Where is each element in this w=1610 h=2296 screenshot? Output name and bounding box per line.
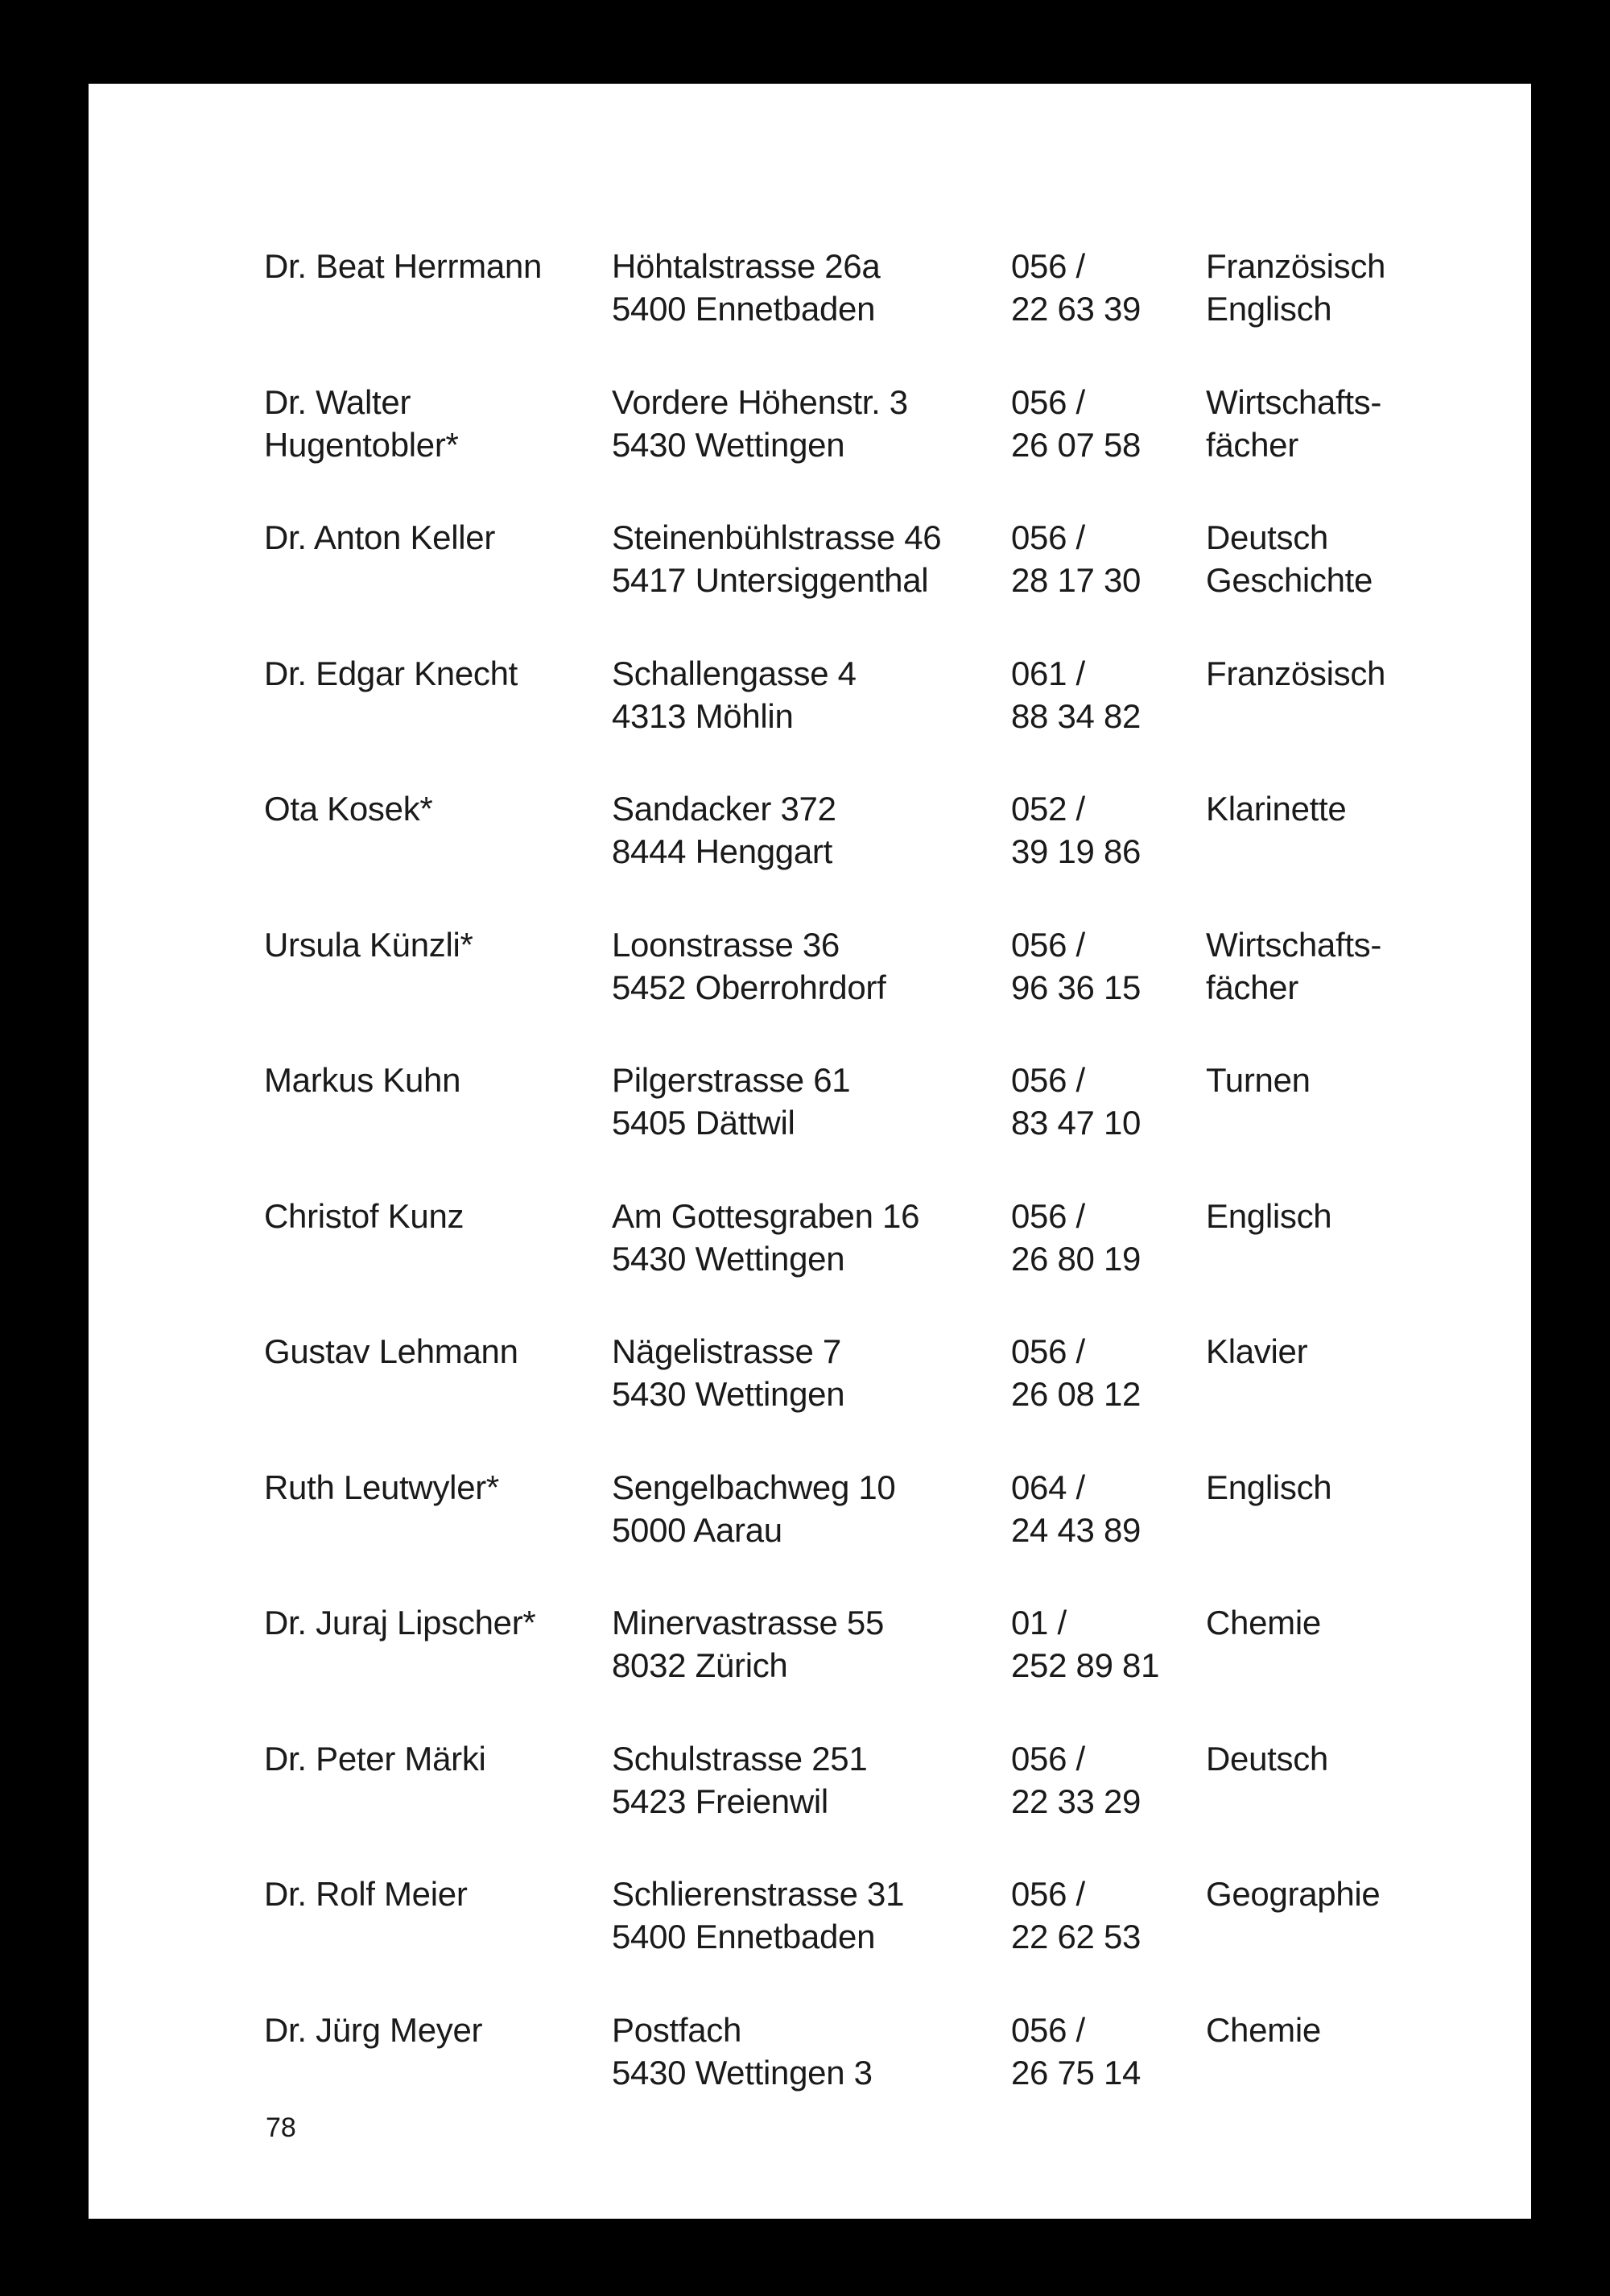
- teacher-subjects-line: Französisch: [1206, 654, 1386, 692]
- teacher-phone-line: 26 80 19: [1011, 1239, 1141, 1278]
- teacher-address-line: 5430 Wettingen: [612, 1239, 845, 1278]
- teacher-address-line: Vordere Höhenstr. 3: [612, 382, 908, 421]
- teacher-phone-line: 22 63 39: [1011, 290, 1141, 328]
- teacher-phone-line: 24 43 89: [1011, 1510, 1141, 1549]
- teacher-phone-line: 056 /: [1011, 247, 1085, 285]
- teacher-subjects-line: Wirtschafts-: [1206, 925, 1382, 964]
- teacher-name-line: Ursula Künzli*: [264, 925, 473, 964]
- teacher-phone-line: 22 62 53: [1011, 1918, 1141, 1955]
- teacher-address: [612, 1466, 896, 1551]
- teacher-phone-line: 056 /: [1011, 382, 1085, 421]
- teacher-subjects-line: Englisch: [1206, 1196, 1332, 1235]
- teacher-name: [264, 381, 459, 466]
- teacher-address-line: Loonstrasse 36: [612, 925, 840, 964]
- teacher-phone-line: 056 /: [1011, 518, 1085, 556]
- teacher-name-line: Christof Kunz: [264, 1196, 464, 1235]
- teacher-address-line: 5430 Wettingen 3: [612, 2053, 873, 2092]
- teacher-phone-line: 252 89 81: [1011, 1646, 1160, 1684]
- teacher-phone-line: 83 47 10: [1011, 1104, 1141, 1142]
- teacher-name-line: Dr. Anton Keller: [264, 518, 496, 556]
- teacher-address-line: Sandacker 372: [612, 790, 836, 828]
- teacher-subjects-line: Geographie: [1206, 1875, 1381, 1913]
- teacher-subjects-line: Französisch: [1206, 247, 1386, 285]
- teacher-subjects-line: Geschichte: [1206, 561, 1373, 599]
- teacher-name: [264, 1873, 468, 1915]
- directory-entry: [264, 1059, 1520, 1147]
- teacher-name-line: Dr. Beat Herrmann: [264, 247, 543, 285]
- teacher-phone-line: 26 75 14: [1011, 2053, 1141, 2092]
- teacher-address: [612, 787, 836, 873]
- directory-entry: [264, 652, 1520, 741]
- teacher-address-line: 5430 Wettingen: [612, 1375, 845, 1413]
- teacher-address-line: 8444 Henggart: [612, 832, 832, 870]
- teacher-address-line: Schlierenstrasse 31: [612, 1875, 905, 1913]
- teacher-address-line: 5000 Aarau: [612, 1510, 782, 1549]
- teacher-name: [264, 652, 518, 695]
- teacher-phone-line: 056 /: [1011, 1739, 1085, 1778]
- teacher-subjects-line: Deutsch: [1206, 518, 1328, 556]
- directory-entry: [264, 923, 1520, 1012]
- teacher-address-line: 5423 Freienwil: [612, 1782, 828, 1820]
- directory-entry: [264, 1466, 1520, 1555]
- teacher-phone: [1011, 787, 1141, 873]
- teacher-subjects-line: Chemie: [1206, 1604, 1321, 1641]
- teacher-address-line: 4313 Möhlin: [612, 696, 794, 735]
- teacher-subjects-line: Chemie: [1206, 2010, 1321, 2049]
- teacher-subjects: [1206, 381, 1381, 466]
- directory-entry: [264, 1330, 1520, 1418]
- teacher-phone-line: 056 /: [1011, 1332, 1085, 1370]
- teacher-name-line: Dr. Peter Märki: [264, 1739, 486, 1778]
- teacher-address-line: Am Gottesgraben 16: [612, 1196, 920, 1235]
- teacher-address: [612, 1737, 867, 1823]
- teacher-address-line: 5417 Untersiggenthal: [612, 561, 929, 599]
- teacher-subjects: [1206, 787, 1346, 830]
- teacher-name: [264, 1466, 499, 1509]
- teacher-phone: [1011, 923, 1141, 1009]
- teacher-subjects: [1206, 1873, 1381, 1915]
- teacher-name-line: Gustav Lehmann: [264, 1332, 518, 1370]
- teacher-phone-line: 056 /: [1011, 2010, 1085, 2049]
- teacher-subjects-line: Deutsch: [1206, 1739, 1328, 1778]
- teacher-subjects: [1206, 2009, 1321, 2051]
- teacher-address-line: 5452 Oberrohrdorf: [612, 968, 886, 1006]
- directory-entry: [264, 1601, 1520, 1690]
- teacher-subjects-line: Englisch: [1206, 290, 1332, 328]
- teacher-address-line: Schulstrasse 251: [612, 1739, 868, 1778]
- teacher-name: [264, 1195, 464, 1237]
- teacher-subjects: [1206, 1737, 1328, 1780]
- directory-entry: [264, 787, 1520, 876]
- directory-entry: [264, 245, 1520, 333]
- teacher-name-line: Dr. Rolf Meier: [264, 1875, 468, 1913]
- teacher-phone-line: 064 /: [1011, 1468, 1085, 1506]
- teacher-subjects: [1206, 1059, 1311, 1101]
- teacher-phone-line: 96 36 15: [1011, 968, 1141, 1006]
- teacher-name-line: Hugentobler*: [264, 425, 459, 464]
- teacher-phone: [1011, 1195, 1141, 1280]
- directory-entry: [264, 2009, 1520, 2097]
- teacher-address-line: 5400 Ennetbaden: [612, 290, 876, 328]
- teacher-phone: [1011, 245, 1141, 330]
- teacher-subjects-line: fächer: [1206, 968, 1298, 1006]
- directory-entry: [264, 381, 1520, 469]
- teacher-phone: [1011, 516, 1141, 601]
- teacher-address-line: 8032 Zürich: [612, 1646, 788, 1684]
- teacher-phone: [1011, 1059, 1141, 1144]
- teacher-phone-line: 88 34 82: [1011, 696, 1141, 735]
- teacher-phone-line: 061 /: [1011, 654, 1085, 692]
- teacher-address: [612, 652, 857, 737]
- teacher-subjects-line: Turnen: [1206, 1061, 1311, 1099]
- teacher-address-line: 5400 Ennetbaden: [612, 1918, 876, 1955]
- teacher-subjects-line: Klarinette: [1206, 790, 1347, 828]
- teacher-name: [264, 516, 495, 559]
- teacher-address: [612, 2009, 873, 2094]
- teacher-subjects: [1206, 245, 1385, 330]
- teacher-phone-line: 056 /: [1011, 925, 1085, 964]
- teacher-phone: [1011, 1873, 1141, 1958]
- teacher-address: [612, 1601, 884, 1687]
- teacher-subjects: [1206, 516, 1373, 601]
- teacher-name: [264, 1737, 486, 1780]
- teacher-phone-line: 056 /: [1011, 1196, 1085, 1235]
- teacher-name-line: Dr. Juraj Lipscher*: [264, 1604, 536, 1641]
- document-page: [89, 84, 1531, 2219]
- teacher-address: [612, 1873, 904, 1958]
- teacher-address: [612, 516, 941, 601]
- directory-entry: [264, 516, 1520, 605]
- teacher-name-line: Dr. Edgar Knecht: [264, 654, 518, 692]
- teacher-address-line: Steinenbühlstrasse 46: [612, 518, 942, 556]
- teacher-address-line: Minervastrasse 55: [612, 1604, 885, 1641]
- teacher-subjects-line: Wirtschafts-: [1206, 382, 1382, 421]
- directory-entry: [264, 1737, 1520, 1826]
- teacher-subjects: [1206, 1601, 1321, 1644]
- teacher-phone: [1011, 2009, 1141, 2094]
- teacher-subjects: [1206, 1466, 1331, 1509]
- teacher-address: [612, 1195, 919, 1280]
- teacher-name: [264, 1601, 535, 1644]
- teacher-name: [264, 923, 473, 966]
- teacher-phone: [1011, 1737, 1141, 1823]
- teacher-phone-line: 056 /: [1011, 1061, 1085, 1099]
- teacher-phone: [1011, 1601, 1159, 1687]
- teacher-name-line: Dr. Walter: [264, 382, 411, 421]
- teacher-phone: [1011, 1466, 1141, 1551]
- teacher-address: [612, 245, 880, 330]
- teacher-name: [264, 1059, 460, 1101]
- teacher-phone-line: 28 17 30: [1011, 561, 1141, 599]
- teacher-name-line: Dr. Jürg Meyer: [264, 2010, 483, 2049]
- page-number: 78: [266, 2112, 296, 2143]
- teacher-subjects: [1206, 1330, 1307, 1373]
- teacher-name: [264, 2009, 482, 2051]
- teacher-name-line: Markus Kuhn: [264, 1061, 461, 1099]
- teacher-subjects-line: Englisch: [1206, 1468, 1332, 1506]
- teacher-subjects: [1206, 652, 1385, 695]
- teacher-phone-line: 26 08 12: [1011, 1375, 1141, 1413]
- teacher-subjects-line: Klavier: [1206, 1332, 1308, 1370]
- teacher-name-line: Ruth Leutwyler*: [264, 1468, 499, 1506]
- teacher-phone: [1011, 1330, 1141, 1415]
- teacher-address: [612, 1059, 850, 1144]
- teacher-phone-line: 056 /: [1011, 1875, 1085, 1913]
- teacher-name: [264, 787, 432, 830]
- teacher-name-line: Ota Kosek*: [264, 790, 433, 828]
- teacher-name: [264, 1330, 518, 1373]
- teacher-address: [612, 1330, 844, 1415]
- teacher-subjects-line: fächer: [1206, 425, 1298, 464]
- directory-entry: [264, 1195, 1520, 1283]
- teacher-address: [612, 381, 908, 466]
- teacher-address: [612, 923, 886, 1009]
- teacher-address-line: Höhtalstrasse 26a: [612, 247, 881, 285]
- teacher-address-line: 5405 Dättwil: [612, 1104, 795, 1142]
- teacher-address-line: Schallengasse 4: [612, 654, 857, 692]
- teacher-phone: [1011, 652, 1141, 737]
- teacher-subjects: [1206, 923, 1381, 1009]
- teacher-name: [264, 245, 542, 287]
- teacher-phone-line: 22 33 29: [1011, 1782, 1141, 1820]
- teacher-phone-line: 26 07 58: [1011, 425, 1141, 464]
- teacher-phone-line: 052 /: [1011, 790, 1085, 828]
- teacher-address-line: Postfach: [612, 2010, 742, 2049]
- teacher-phone: [1011, 381, 1141, 466]
- teacher-address-line: Sengelbachweg 10: [612, 1468, 896, 1506]
- teacher-address-line: 5430 Wettingen: [612, 425, 845, 464]
- teacher-subjects: [1206, 1195, 1331, 1237]
- teacher-phone-line: 01 /: [1011, 1604, 1067, 1641]
- teacher-phone-line: 39 19 86: [1011, 832, 1141, 870]
- teacher-address-line: Nägelistrasse 7: [612, 1332, 841, 1370]
- teacher-address-line: Pilgerstrasse 61: [612, 1061, 851, 1099]
- directory-entry: [264, 1873, 1520, 1961]
